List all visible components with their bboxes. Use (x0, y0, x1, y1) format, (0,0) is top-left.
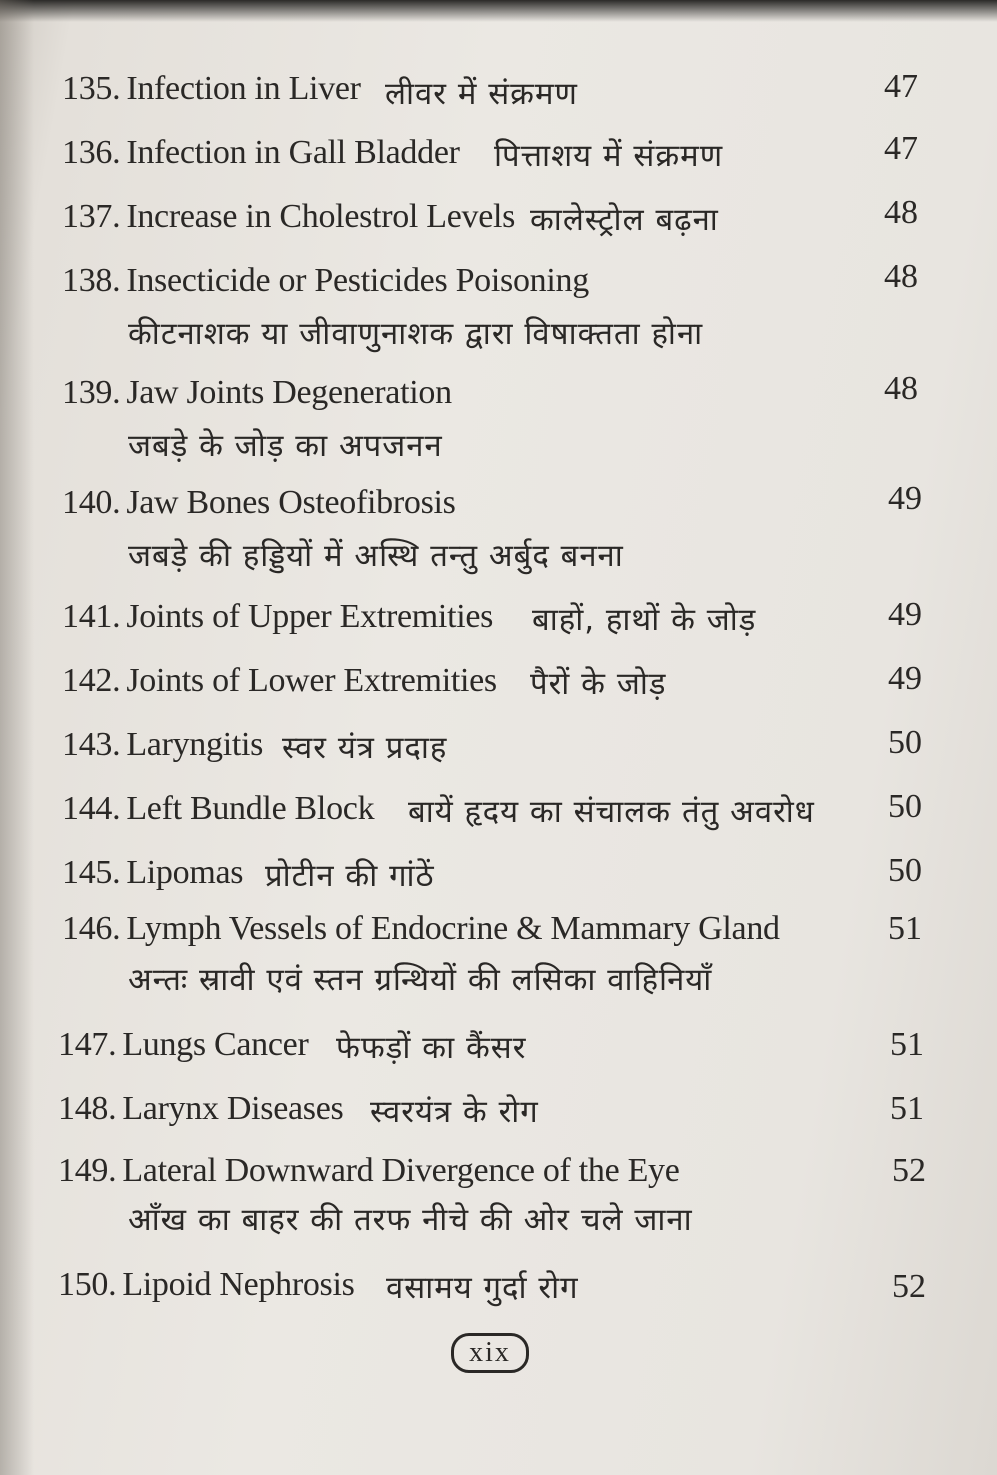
entry-title (58, 1266, 355, 1304)
entry-english: Jaw Joints Degeneration (126, 374, 452, 411)
entry-title (62, 598, 493, 636)
entry-page: 49 (888, 660, 922, 697)
entry-title (62, 70, 361, 108)
entry-number: 141. (62, 598, 121, 635)
entry-hindi-line: जबड़े के जोड़ का अपजनन (128, 428, 443, 464)
entry-number: 150. (58, 1266, 117, 1303)
entry-page: 48 (884, 194, 918, 231)
entry-english: Laryngitis (126, 726, 264, 763)
entry-english: Lipoid Nephrosis (122, 1266, 355, 1303)
entry-title (58, 1026, 309, 1064)
entry-number: 145. (62, 854, 121, 891)
entry-english: Infection in Liver (126, 70, 361, 107)
entry-number: 136. (62, 134, 121, 171)
entry-page: 51 (888, 910, 922, 947)
entry-english: Lymph Vessels of Endocrine & Mammary Gland (126, 910, 780, 947)
entry-hindi: स्वर यंत्र प्रदाह (282, 730, 448, 766)
entry-english: Larynx Diseases (122, 1090, 344, 1127)
entry-number: 147. (58, 1026, 117, 1063)
entry-page: 51 (890, 1090, 924, 1127)
entry-title (62, 662, 497, 700)
entry-hindi: कालेस्ट्रोल बढ़ना (530, 202, 719, 238)
entry-page: 49 (888, 480, 922, 517)
entry-hindi: प्रोटीन की गांठें (265, 858, 435, 894)
entry-english: Increase in Cholestrol Levels (126, 198, 516, 235)
entry-page: 51 (890, 1026, 924, 1063)
entry-number: 142. (62, 662, 121, 699)
entry-page: 52 (892, 1268, 926, 1305)
entry-hindi-line: कीटनाशक या जीवाणुनाशक द्वारा विषाक्तता होना (128, 316, 704, 352)
entry-title (58, 1152, 680, 1190)
entry-english: Infection in Gall Bladder (126, 134, 460, 171)
entry-hindi: लीवर में संक्रमण (385, 76, 578, 112)
entry-english: Joints of Upper Extremities (126, 598, 494, 635)
entry-page: 47 (884, 130, 918, 167)
entry-page: 50 (888, 788, 922, 825)
entry-title (62, 854, 243, 892)
entry-page: 48 (884, 370, 918, 407)
entry-number: 135. (62, 70, 121, 107)
entry-title (62, 374, 452, 412)
entry-title (62, 262, 589, 300)
entry-hindi: स्वरयंत्र के रोग (370, 1094, 539, 1130)
entry-english: Lateral Downward Divergence of the Eye (122, 1152, 680, 1189)
entry-page: 50 (888, 852, 922, 889)
entry-title (62, 134, 460, 172)
entry-english: Lungs Cancer (122, 1026, 309, 1063)
entry-number: 148. (58, 1090, 117, 1127)
entry-hindi-line: अन्तः स्रावी एवं स्तन ग्रन्थियों की लसिका वाहिनियाँ (128, 962, 713, 998)
entry-title (62, 726, 263, 764)
entry-hindi: बाहों, हाथों के जोड़ (532, 602, 757, 638)
entry-page: 48 (884, 258, 918, 295)
entry-title (62, 484, 456, 522)
entry-number: 139. (62, 374, 121, 411)
entry-page: 49 (888, 596, 922, 633)
entry-page: 50 (888, 724, 922, 761)
entry-title (62, 198, 515, 236)
page-number-folio: xix (451, 1333, 529, 1373)
entry-title (62, 910, 780, 948)
entry-hindi: बायें हृदय का संचालक तंतु अवरोध (408, 794, 815, 830)
entry-english: Left Bundle Block (126, 790, 375, 827)
entry-hindi: पैरों के जोड़ (530, 666, 667, 702)
entry-hindi: वसामय गुर्दा रोग (386, 1270, 579, 1306)
entry-number: 138. (62, 262, 121, 299)
entry-hindi-line: जबड़े की हड्डियों में अस्थि तन्तु अर्बुद बनना (128, 538, 624, 574)
entry-number: 144. (62, 790, 121, 827)
entry-english: Insecticide or Pesticides Poisoning (126, 262, 589, 299)
entry-number: 137. (62, 198, 121, 235)
entry-number: 143. (62, 726, 121, 763)
entry-english: Joints of Lower Extremities (126, 662, 497, 699)
entry-number: 146. (62, 910, 121, 947)
entry-page: 47 (884, 68, 918, 105)
entry-hindi: फेफड़ों का कैंसर (336, 1030, 527, 1066)
entry-title (62, 790, 374, 828)
entry-english: Jaw Bones Osteofibrosis (126, 484, 456, 521)
entry-number: 149. (58, 1152, 117, 1189)
entry-number: 140. (62, 484, 121, 521)
entry-hindi: पित्ताशय में संक्रमण (494, 138, 724, 174)
entry-title (58, 1090, 343, 1128)
entry-english: Lipomas (126, 854, 244, 891)
entry-page: 52 (892, 1152, 926, 1189)
entry-hindi-line: आँख का बाहर की तरफ नीचे की ओर चले जाना (128, 1202, 693, 1238)
